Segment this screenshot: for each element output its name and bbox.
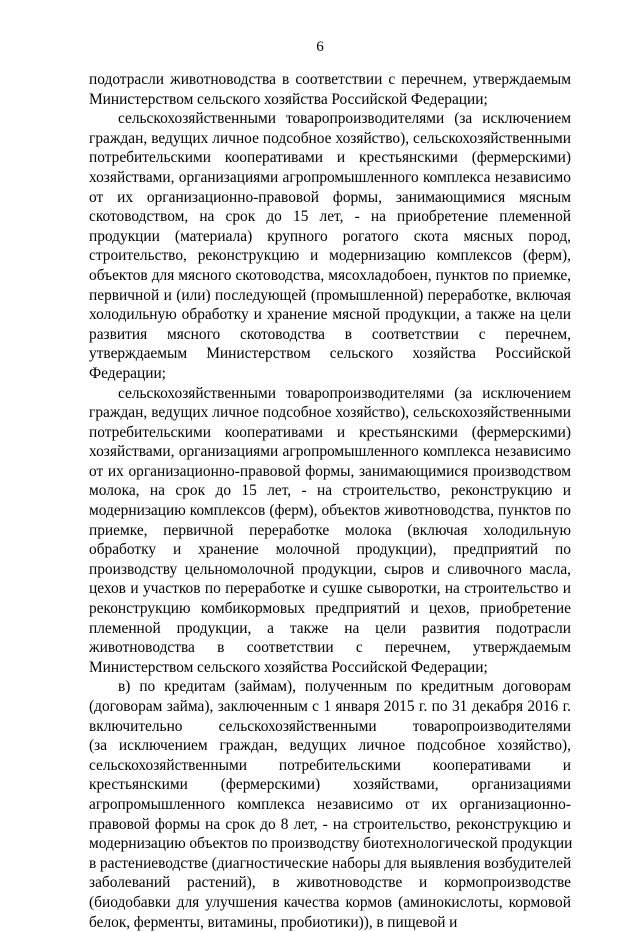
text-line: правовой формы на срок до 8 лет, - на строительство, реконструкцию и [89, 815, 571, 833]
text-line: включительно сельскохозяйственными товаропроизводителями [89, 717, 571, 735]
text-line: подотрасли животноводства в соответствии с перечнем, утверждаемым [89, 71, 571, 88]
text-line: производству цельномолочной продукции, сыров и сливочного масла, [89, 560, 571, 578]
text-line: развития мясного скотоводства в соответствии с перечнем, [89, 325, 571, 343]
text-line: приемке, первичной переработке молока (включая холодильную [89, 521, 571, 539]
text-line: цехов и участков по переработке и сушке сыворотки, на строительство и [89, 580, 571, 598]
text-line: потребительскими кооперативами и крестьянскими (фермерскими) [89, 149, 571, 167]
document-body [89, 70, 571, 932]
text-line: модернизацию комплексов (ферм), объектов животноводства, пунктов по [89, 502, 571, 520]
text-line: в) по кредитам (займам), полученным по кредитным договорам [118, 678, 571, 696]
text-line: в растениеводстве (диагностические наборы для выявления возбудителей [89, 854, 572, 872]
text-line: (за исключением граждан, ведущих личное подсобное хозяйство), [89, 737, 571, 755]
text-line: Министерством сельского хозяйства Российской Федерации; [89, 90, 488, 108]
text-line: хозяйствами, организациями агропромышленного комплекса независимо [89, 443, 571, 461]
text-line: сельскохозяйственными товаропроизводителями (за исключением [118, 384, 571, 402]
text-line: агропромышленного комплекса независимо от их организационно- [89, 795, 571, 813]
text-line: Федерации; [89, 364, 166, 382]
text-line: (договорам займа), заключенным с 1 января 2015 г. по 31 декабря 2016 г. [89, 698, 571, 715]
text-line: холодильную обработку и хранение мясной продукции, а также на цели [89, 306, 571, 324]
text-line: первичной и (или) последующей (промышленной) переработке, включая [89, 286, 571, 304]
text-line: белок, ферменты, витамины, пробиотики)), в пищевой и [89, 913, 458, 931]
text-line: граждан, ведущих личное подсобное хозяйство), сельскохозяйственными [89, 404, 571, 422]
text-line: заболеваний растений), в животноводстве и кормопроизводстве [89, 874, 571, 892]
text-line: племенной продукции, а также на цели развития подотрасли [89, 619, 571, 637]
text-line: обработку и хранение молочной продукции), предприятий по [89, 541, 571, 559]
text-line: животноводства в соответствии с перечнем, утверждаемым [89, 639, 571, 657]
text-line: крестьянскими (фермерскими) хозяйствами, организациями [89, 776, 571, 794]
text-line: от их организационно-правовой формы, занимающимися производством [89, 462, 571, 480]
text-line: сельскохозяйственными потребительскими кооперативами и [89, 756, 571, 774]
text-line: молока, на срок до 15 лет, - на строительство, реконструкцию и [89, 482, 571, 500]
text-line: строительство, реконструкцию и модернизацию комплексов (ферм), [89, 247, 571, 265]
text-line: скотоводством, на срок до 15 лет, - на приобретение племенной [89, 208, 571, 226]
text-line: сельскохозяйственными товаропроизводителями (за исключением [118, 110, 571, 128]
text-line: от их организационно-правовой формы, занимающимися мясным [89, 188, 571, 206]
text-line: Министерством сельского хозяйства Российской Федерации; [89, 658, 488, 676]
page-number: 6 [316, 39, 324, 55]
text-line: объектов для мясного скотоводства, мясохладобоен, пунктов по приемке, [89, 266, 571, 284]
paragraph [89, 384, 571, 678]
text-line: граждан, ведущих личное подсобное хозяйство), сельскохозяйственными [89, 129, 571, 147]
paragraph [89, 70, 571, 109]
text-line: модернизацию объектов по производству биотехнологической продукции [89, 835, 573, 853]
text-line: продукции (материала) крупного рогатого скота мясных пород, [89, 227, 571, 245]
text-line: (биодобавки для улучшения качества кормов (аминокислоты, кормовой [89, 893, 571, 911]
paragraph [89, 677, 571, 932]
text-line: хозяйствами, организациями агропромышленного комплекса независимо [89, 168, 571, 186]
text-line: реконструкцию комбикормовых предприятий и цехов, приобретение [89, 600, 571, 618]
text-line: потребительскими кооперативами и крестьянскими (фермерскими) [89, 423, 571, 441]
paragraph [89, 109, 571, 383]
text-line: утверждаемым Министерством сельского хозяйства Российской [89, 345, 571, 363]
